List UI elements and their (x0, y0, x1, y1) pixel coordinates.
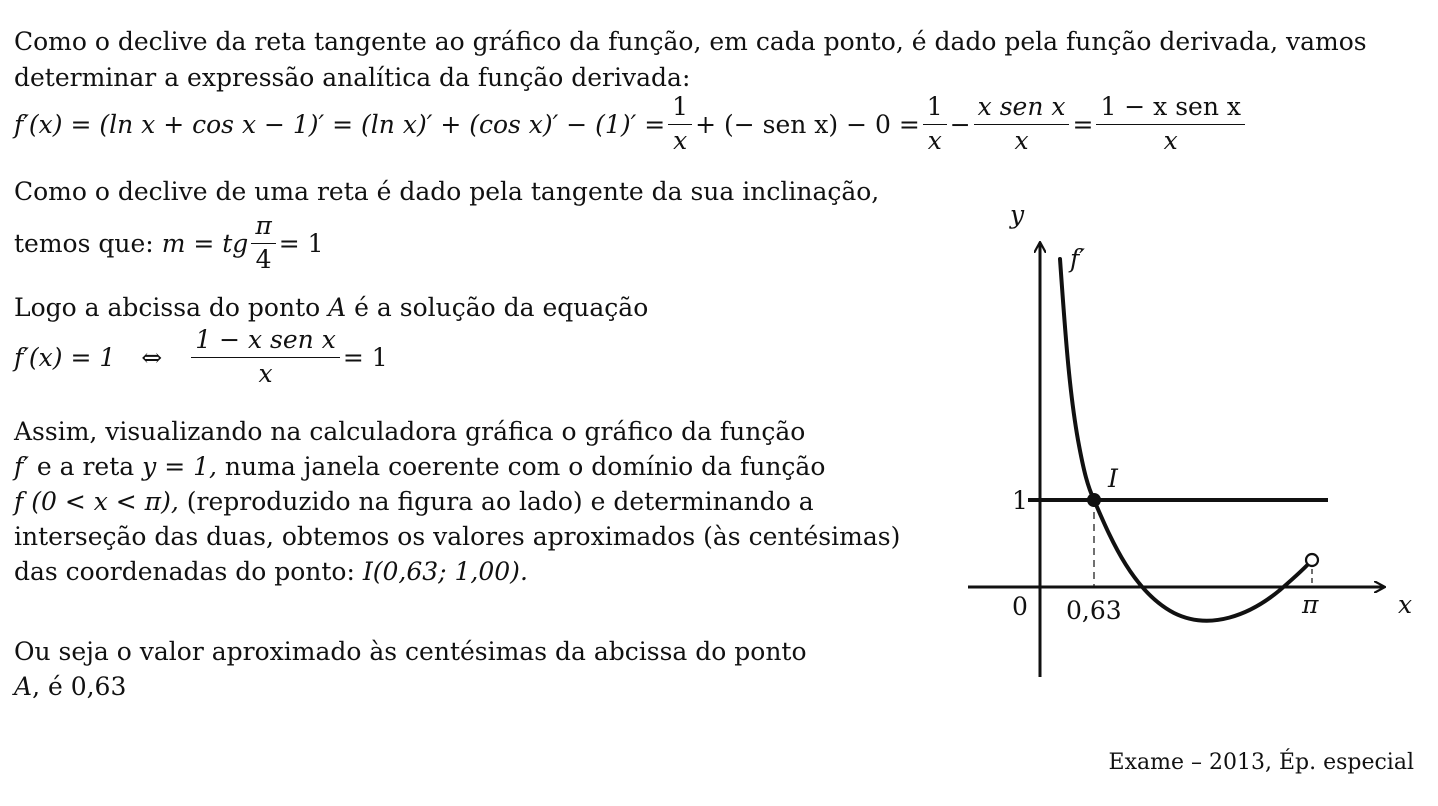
conclusion (14, 634, 930, 704)
fraction-denominator: x (1163, 125, 1178, 155)
y-one-label: 1 (1012, 486, 1028, 515)
intersection-point: I(0,63; 1,00). (362, 557, 528, 586)
fraction-denominator: x (1014, 125, 1029, 155)
paragraph-text: das coordenadas do ponto: (14, 557, 355, 586)
fraction-numerator: x sen x (974, 93, 1070, 125)
origin-label: 0 (1012, 592, 1028, 621)
formula-lhs: f′(x) = (ln x + cos x − 1)′ = (ln x)′ + (cos x)′ − (1)′ = (14, 109, 666, 139)
fraction-numerator: 1 − x sen x (191, 326, 340, 358)
fraction-1-over-x-second (923, 93, 947, 156)
intersection-point-marker (1087, 493, 1101, 507)
fraction-numerator: 1 (668, 93, 692, 125)
fraction-denominator: 4 (255, 244, 272, 274)
fraction-numerator: π (251, 212, 275, 244)
equivalence-arrow: ⇔ (141, 342, 163, 372)
x-tick-label: 0,63 (1066, 596, 1122, 625)
intro-line-1: Como o declive da reta tangente ao gráfico da função, em cada ponto, é dado pela função derivada, vamos (14, 27, 1367, 56)
paragraph-text: numa janela coerente com o domínio da função (224, 452, 826, 481)
slope-line-2 (14, 212, 324, 275)
paragraph-line-4: interseção das duas, obtemos os valores aproximados (às centésimas) (14, 522, 901, 551)
formula-equals: = (1072, 109, 1094, 139)
y-axis-label: y (1010, 200, 1025, 229)
abscissa-text-b: é a solução da equação (354, 293, 649, 322)
abscissa-text-a: Logo a abcissa do ponto (14, 293, 321, 322)
slope-prefix: temos que: (14, 228, 154, 258)
point-a-var: A (328, 293, 347, 322)
fraction-denominator: x (258, 358, 273, 388)
explanation-paragraph (14, 414, 930, 589)
conclusion-line-2 (14, 669, 930, 704)
fraction-1-over-x (668, 93, 692, 156)
f-prime-curve (1060, 259, 1312, 621)
intro-line-2: determinar a expressão analítica da função derivada: (14, 63, 691, 92)
point-a-var: A (14, 672, 33, 701)
domain-interval: (0 < x < π), (31, 487, 179, 516)
fraction-xsenx-over-x (974, 93, 1070, 156)
fraction-denominator: x (673, 125, 688, 155)
x-axis-label: x (1398, 590, 1413, 619)
function-graph (960, 195, 1420, 685)
equation-lhs: f′(x) = 1 (14, 342, 116, 372)
paragraph-line-1: Assim, visualizando na calculadora gráfica o gráfico da função (14, 417, 806, 446)
derivative-formula (14, 93, 1248, 156)
slope-line-1: Como o declive de uma reta é dado pela tangente da sua inclinação, (14, 177, 880, 206)
paragraph-text: e a reta (36, 452, 135, 481)
exam-source: Exame – 2013, Ép. especial (1108, 750, 1414, 775)
paragraph-line-3 (14, 484, 930, 519)
fraction-pi-over-4 (251, 212, 275, 275)
paragraph-line-2 (14, 449, 930, 484)
f-var: f (14, 487, 24, 516)
paragraph-line-5 (14, 554, 930, 589)
formula-minus: − (949, 109, 971, 139)
equation-rhs: = 1 (342, 342, 388, 372)
conclusion-text: , é 0,63 (32, 672, 127, 701)
fraction-equation (191, 326, 340, 389)
slope-math-a: m = tg (161, 228, 249, 258)
fprime-var: f′ (14, 452, 29, 481)
fraction-denominator: x (927, 125, 942, 155)
intersection-label: I (1108, 464, 1118, 493)
formula-middle: + (− sen x) − 0 = (695, 109, 920, 139)
conclusion-line-1: Ou seja o valor aproximado às centésimas da abcissa do ponto (14, 637, 807, 666)
slope-math-b: = 1 (278, 228, 324, 258)
fraction-numerator: 1 − x sen x (1096, 93, 1245, 125)
fraction-result (1096, 93, 1245, 156)
abscissa-equation (14, 326, 388, 389)
fraction-numerator: 1 (923, 93, 947, 125)
curve-label: f′ (1070, 244, 1085, 273)
paragraph-text: (reproduzido na figura ao lado) e determinando a (186, 487, 814, 516)
pi-label: π (1302, 590, 1319, 619)
abscissa-line-1 (14, 290, 648, 325)
line-equation: y = 1, (142, 452, 217, 481)
open-endpoint-marker (1306, 554, 1318, 566)
